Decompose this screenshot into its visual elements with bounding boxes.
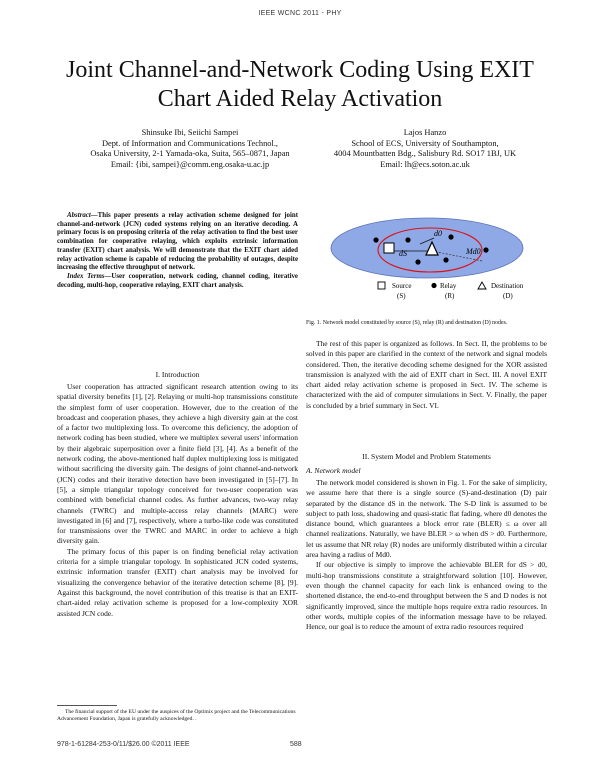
legend-source-icon — [378, 282, 385, 289]
label-md0: Md0 — [466, 247, 481, 256]
subsection-heading: A. Network model — [306, 466, 361, 475]
paragraph: The rest of this paper is organized as follows. In Sect. II, the problems to be solved in this paper are clarified in the context of the network and signal models considered. Then, the iterative decoding scheme designed for the XOR assisted transmission is analyzed with the aid of EXIT chart in Sect. III. A novel EXIT chart aided relay activation scheme is proposed in Sect. IV. The scheme is characterized with the aid of computer simulations in Sect. V. Finally, the paper is concluded by a brief summary in Sect. VI. — [306, 339, 547, 410]
author-block-2 — [300, 128, 550, 170]
index-terms-text: User cooperation, network coding, channel coding, iterative decoding, multi-hop, cooperative relaying, EXIT chart analysis. — [57, 272, 298, 289]
author-dept: School of ECS, University of Southampton, — [351, 138, 499, 148]
title-line-1: Joint Channel-and-Network Coding Using EXIT — [66, 57, 534, 83]
author-names: Shinsuke Ibi, Seiichi Sampei — [141, 128, 239, 137]
relay-node — [373, 237, 378, 242]
legend-destination-abbr: (D) — [503, 292, 513, 300]
legend-relay-abbr: (R) — [445, 292, 455, 300]
coverage-area — [331, 218, 523, 278]
paragraph: If our objective is simply to improve the achievable BLER for dS > d0, multi-hop transmissions constitute a straightforward solution [10]. However, even though the channel capacity for each link is enhanced owing to the shortened distance, the end-to-end throughput between the S and D nodes is not significantly improved, since the multiple hops require extra radio resources. In other words, multiple copies of the information message have to be relayed. Hence, our goal is to reduce the amount of extra radio resources required — [306, 560, 547, 632]
section-1-body — [57, 382, 298, 619]
legend-relay: Relay — [440, 282, 457, 290]
title-line-2: Chart Aided Relay Activation — [157, 86, 443, 112]
paragraph: User cooperation has attracted significant research attention owing to its spatial diversity benefits [1], [2]. Relaying or multi-hop transmissions constitute the simplest form of user cooperation. However, due to the creation of the broadcast and cooperation phases, they achieve a high diversity gain at the cost of a factor two multiplexing loss. To overcome this deficiency, the adoption of network coding has been studied, where we multiplex several users' information by their algebraic superposition over a finite field [3], [4]. As a benefit of the network coding, the above-mentioned half duplex multiplexing loss is mitigated without sacrificing the diversity gain. The designs of joint channel-and-network (JCN) codes and their iterative detection have been investigated in [5]–[7]. In [5], a simple triangular topology conceived for two-user cooperation was combined with beneficial channel codes. As further advances, two-way relay channels (TWRC) and multiple-access relay channels (MARC) were investigated in [6] and [7], respectively, where a turbo-like code was constituted for transmissions over the TWRC and MARC in order to achieve a high diversity gain. — [57, 382, 298, 546]
page-number: 588 — [290, 741, 302, 748]
paper-title — [30, 56, 570, 114]
legend-destination: Destination — [491, 282, 524, 290]
organization-paragraph — [306, 339, 547, 411]
isbn: 978-1-61284-253-0/11/$26.00 ©2011 IEEE — [57, 741, 190, 748]
abstract — [57, 212, 298, 290]
author-names: Lajos Hanzo — [403, 128, 447, 137]
relay-node — [443, 257, 448, 262]
footnote: The financial support of the EU under the auspices of the Optimix project and the Telecommunications Advancement Foundation, Japan is gratefully acknowledged. . — [57, 709, 296, 723]
paragraph: The network model considered is shown in Fig. 1. For the sake of simplicity, we assume here that there is a single source (S)-and-destination (D) pair separated by the distance dS in the network. The S-D link is assumed to be subject to path loss, shadowing and quasi-static flat fading, where d0 denotes the distance bound, which guarantees a block error rate (BLER) ≤ ω over all channel realizations. Naturally, we have BLER > ω when dS > d0. Furthermore, let us assume that NR relay (R) nodes are uniformly distributed within a circular area having a radius of Md0. — [306, 478, 547, 560]
source-node — [384, 243, 394, 253]
relay-node — [448, 234, 453, 239]
label-d0: d0 — [434, 229, 442, 238]
footnote-rule — [57, 705, 117, 706]
legend-source-abbr: (S) — [397, 292, 406, 300]
section-2-body — [306, 478, 547, 632]
relay-node — [405, 237, 410, 242]
author-block-1 — [52, 128, 328, 170]
network-model-figure — [306, 210, 547, 316]
label-ds: dS — [399, 249, 407, 258]
section-2-heading: II. System Model and Problem Statements — [362, 452, 491, 461]
author-email: Email: lh@ecs.soton.ac.uk — [380, 159, 470, 169]
legend-source: Source — [392, 282, 412, 290]
index-terms-label: Index Terms— — [67, 272, 112, 280]
conference-header: IEEE WCNC 2011 - PHY — [258, 10, 342, 17]
author-address: Osaka University, 2-1 Yamada-oka, Suita, 565–0871, Japan — [90, 149, 290, 159]
section-1-heading: I. Introduction — [155, 370, 200, 379]
abstract-label: Abstract— — [67, 212, 98, 219]
relay-node — [483, 247, 488, 252]
legend-destination-icon — [478, 282, 486, 289]
legend-relay-icon — [431, 283, 436, 288]
paragraph: The primary focus of this paper is on finding beneficial relay activation criteria for a simple triangular topology. In sophisticated JCN coded systems, extrinsic information transfer (EXIT) chart analysis may be involved for visualizing the convergence behavior of the iterative detection scheme [8], [9]. Against this background, the novel contribution of this treatise is that an EXIT-chart-aided relay activation scheme is proposed for a low-complexity XOR assisted JCN code. — [57, 546, 298, 618]
figure-caption: Fig. 1. Network model constituted by source (S), relay (R) and destination (D) nodes. — [306, 320, 508, 326]
author-address: 4004 Mountbatten Bdg., Salisbury Rd. SO17 1BJ, UK — [333, 149, 517, 159]
author-email: Email: {ibi, sampei}@comm.eng.osaka-u.ac.jp — [110, 159, 270, 169]
abstract-text: This paper presents a relay activation scheme designed for joint channel-and-network (JCN) coded systems relying on an iterative decoding. A primary focus is on proposing criteria of the relay activation to find the best user combination for cooperative relaying, which exploits extrinsic information transfer (EXIT) chart analysis. We will demonstrate that the EXIT chart aided relay activation scheme is capable of reducing the probability of outages, despite increasing the effective throughput of network. — [57, 212, 298, 272]
relay-node — [415, 259, 420, 264]
author-dept: Dept. of Information and Communications Technol., — [101, 138, 279, 148]
